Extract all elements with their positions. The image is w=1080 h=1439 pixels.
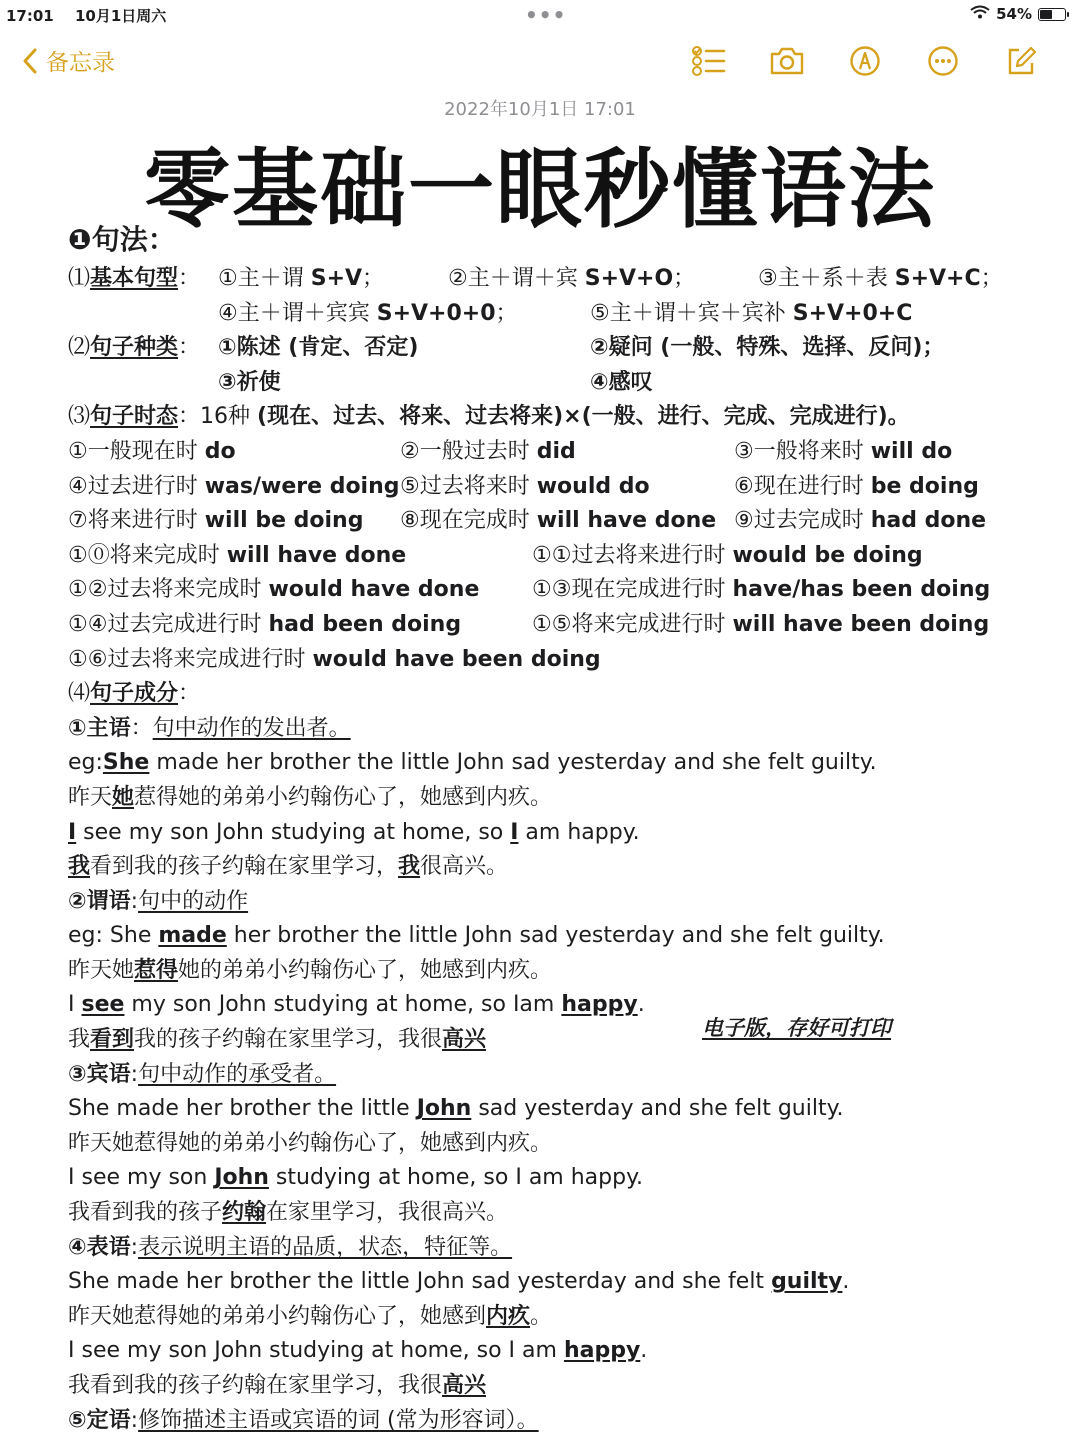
note-line-cell bbox=[218, 331, 418, 366]
underlined-text: 我 bbox=[68, 854, 91, 880]
note-line bbox=[68, 366, 1058, 401]
note-line-cell bbox=[68, 608, 461, 643]
bold-text: S+V+0+0 bbox=[376, 300, 496, 326]
text: ⑴ bbox=[68, 266, 91, 291]
bold-text: had been doing bbox=[268, 611, 462, 637]
bold-text: S+V+O bbox=[584, 266, 674, 291]
text: ⑵ bbox=[68, 335, 91, 361]
underlined-text: 高兴 bbox=[442, 1373, 487, 1398]
more-button[interactable] bbox=[924, 42, 962, 80]
note-line bbox=[68, 643, 1058, 678]
battery-percent: 54% bbox=[996, 5, 1032, 23]
text: am happy. bbox=[518, 819, 640, 845]
underlined-text: I bbox=[68, 819, 77, 845]
note-line-cell bbox=[68, 1127, 552, 1162]
compose-icon bbox=[1005, 45, 1037, 77]
note-line-cell bbox=[400, 470, 650, 505]
text: ； bbox=[980, 266, 1003, 291]
text: ②一般过去时 bbox=[400, 438, 537, 464]
note-line-cell bbox=[68, 400, 910, 435]
battery-fill bbox=[1040, 10, 1052, 19]
note-line-cell bbox=[734, 435, 952, 470]
text: 昨天 bbox=[68, 784, 113, 810]
underlined-text: 高兴 bbox=[442, 1027, 487, 1053]
text: 昨天她 bbox=[68, 957, 135, 983]
text: ⑤过去将来时 bbox=[400, 473, 537, 499]
note-line bbox=[68, 954, 1058, 989]
note-line bbox=[68, 885, 1058, 920]
text: ①①过去将来进行时 bbox=[532, 542, 733, 568]
back-label: 备忘录 bbox=[46, 50, 115, 76]
bold-text: was/were doing bbox=[204, 473, 400, 499]
note-line-cell bbox=[68, 1404, 539, 1439]
underlined-text: 句中动作的承受者。 bbox=[138, 1061, 337, 1087]
bold-text: would do bbox=[536, 473, 650, 499]
note-line-cell bbox=[590, 297, 912, 332]
text: She made her brother the little bbox=[68, 1096, 417, 1122]
text: : bbox=[130, 1061, 139, 1087]
text: 很高兴。 bbox=[420, 854, 509, 880]
note-line bbox=[68, 470, 1058, 505]
bold-text: will be doing bbox=[204, 508, 364, 534]
note-line-cell bbox=[68, 988, 645, 1023]
text: ： bbox=[130, 715, 153, 741]
text: eg: She bbox=[68, 923, 159, 949]
text: ③主＋系＋表 bbox=[758, 266, 895, 291]
bold-text: will have been doing bbox=[732, 611, 990, 637]
note-line-cell bbox=[68, 885, 248, 920]
text: ⑦将来进行时 bbox=[68, 508, 205, 534]
status-right bbox=[970, 5, 1066, 23]
note-line bbox=[68, 1092, 1058, 1127]
note-line-cell bbox=[68, 1369, 486, 1404]
bold-text: did bbox=[536, 438, 576, 464]
note-line bbox=[68, 1265, 1058, 1300]
text: ①主＋谓 bbox=[218, 266, 311, 291]
bold-text: will have done bbox=[226, 542, 407, 568]
note-line bbox=[68, 573, 1058, 608]
camera-button[interactable] bbox=[768, 42, 806, 80]
text: made her brother the little John sad yesterday and she felt guilty. bbox=[149, 750, 877, 776]
text: She made her brother the little John sad yesterday and she felt bbox=[68, 1269, 772, 1295]
text: 昨天她惹得她的弟弟小约翰伤心了，她感到内疚。 bbox=[68, 1130, 553, 1156]
wifi-icon bbox=[970, 5, 990, 23]
back-button[interactable] bbox=[22, 44, 115, 77]
note-line-cell bbox=[68, 1265, 849, 1300]
text: : bbox=[130, 1407, 139, 1433]
underlined-text: 句中的动作 bbox=[138, 888, 249, 914]
note-line bbox=[68, 262, 1058, 297]
text: ； bbox=[673, 266, 696, 291]
bold-text: will have done bbox=[536, 508, 717, 534]
text: ③一般将来时 bbox=[734, 438, 871, 464]
bold-text: would have done bbox=[268, 577, 480, 603]
text: ⑨过去完成时 bbox=[734, 508, 871, 534]
note-line-cell bbox=[68, 954, 552, 989]
underlined-text: John bbox=[416, 1096, 472, 1122]
multitasking-dots-icon[interactable]: ••• bbox=[525, 3, 567, 27]
note-line-cell bbox=[68, 1161, 643, 1196]
section-heading: ❶句法： bbox=[68, 223, 176, 256]
status-left bbox=[6, 5, 182, 26]
note-line-cell bbox=[218, 366, 281, 401]
note-line bbox=[68, 1231, 1058, 1266]
text: ： bbox=[178, 335, 201, 361]
text: ⑥现在进行时 bbox=[734, 473, 871, 499]
note-line-cell bbox=[68, 712, 351, 747]
note-line-cell bbox=[400, 435, 576, 470]
note-line-cell bbox=[758, 262, 1003, 297]
bold-text: ④表语 bbox=[68, 1234, 131, 1260]
note-line-cell bbox=[68, 850, 508, 885]
note-line bbox=[68, 435, 1058, 470]
bold-text: do bbox=[204, 438, 236, 464]
more-icon bbox=[927, 45, 959, 77]
note-line-cell bbox=[68, 504, 363, 539]
note-date: 2022年10月1日 17:01 bbox=[444, 99, 636, 120]
note-line bbox=[68, 1196, 1058, 1231]
note-line bbox=[68, 1334, 1058, 1369]
note-line-cell bbox=[448, 262, 695, 297]
underlined-text: 我 bbox=[398, 854, 421, 880]
underlined-text: 句子种类 bbox=[90, 335, 179, 361]
underlined-text: made bbox=[158, 923, 227, 949]
underlined-text: happy bbox=[563, 1338, 641, 1364]
bold-text: would be doing bbox=[732, 542, 923, 568]
text: 我看到我的孩子约翰在家里学习，我很 bbox=[68, 1373, 443, 1398]
text: . bbox=[637, 992, 645, 1018]
note-line bbox=[68, 988, 1058, 1023]
text: 我看到我的孩子 bbox=[68, 1200, 223, 1226]
bold-text: S+V+0+C bbox=[792, 300, 913, 326]
note-line bbox=[68, 539, 1058, 574]
bold-text: (现在、过去、将来、过去将来)×(一般、进行、完成、完成进行)。 bbox=[257, 404, 910, 430]
text: see my son John studying at home, so bbox=[76, 819, 511, 845]
note-line bbox=[68, 816, 1058, 851]
bold-text: ③祈使 bbox=[218, 369, 281, 395]
bold-text: will do bbox=[870, 438, 953, 464]
note-line-cell bbox=[68, 1023, 486, 1058]
markup-button[interactable] bbox=[846, 42, 884, 80]
note-title[interactable]: 零基础一眼秒懂语法 bbox=[144, 140, 936, 240]
text: studying at home, so I am happy. bbox=[268, 1165, 643, 1191]
note-line bbox=[68, 746, 1058, 781]
bold-text: ②疑问 (一般、特殊、选择、反问)； bbox=[590, 335, 945, 361]
note-line-cell bbox=[68, 919, 885, 954]
text: ②主＋谓＋宾 bbox=[448, 266, 585, 291]
note-line-cell bbox=[532, 539, 923, 574]
text: ：16种 bbox=[178, 404, 258, 430]
note-line-cell bbox=[68, 1058, 336, 1093]
bold-text: would have been doing bbox=[312, 646, 601, 672]
text: . bbox=[640, 1338, 648, 1364]
text: ： bbox=[178, 681, 201, 707]
bold-text: had done bbox=[870, 508, 987, 534]
camera-icon bbox=[769, 46, 805, 76]
note-line bbox=[68, 608, 1058, 643]
note-line bbox=[68, 781, 1058, 816]
text: 在家里学习，我很高兴。 bbox=[266, 1200, 509, 1226]
note-line-cell bbox=[218, 297, 518, 332]
checklist-button[interactable] bbox=[690, 42, 728, 80]
note-line-cell bbox=[68, 746, 877, 781]
note-line-cell bbox=[68, 1092, 843, 1127]
note-line-cell bbox=[68, 816, 640, 851]
note-line-cell bbox=[590, 366, 653, 401]
text: ④主＋谓＋宾宾 bbox=[218, 300, 377, 326]
text: 昨天她惹得她的弟弟小约翰伤心了，她感到 bbox=[68, 1303, 487, 1329]
note-line-cell bbox=[68, 573, 479, 608]
text: ①一般现在时 bbox=[68, 438, 205, 464]
text: ①②过去将来完成时 bbox=[68, 577, 269, 603]
checklist-icon bbox=[691, 45, 727, 77]
text: ⑤主＋谓＋宾＋宾补 bbox=[590, 300, 793, 326]
text: . bbox=[842, 1269, 850, 1295]
note-line bbox=[68, 1369, 1058, 1404]
underlined-text: 她 bbox=[112, 784, 135, 810]
note-line-cell bbox=[400, 504, 716, 539]
text: eg: bbox=[68, 750, 103, 776]
text: I see my son John studying at home, so I am bbox=[68, 1338, 564, 1364]
note-line bbox=[68, 297, 1058, 332]
text: 看到我的孩子约翰在家里学习， bbox=[90, 854, 399, 880]
bold-text: ⑤定语 bbox=[68, 1407, 131, 1433]
text: 惹得她的弟弟小约翰伤心了，她感到内疚。 bbox=[134, 784, 553, 810]
note-line-cell bbox=[68, 470, 400, 505]
note-line-cell bbox=[734, 504, 986, 539]
note-content[interactable] bbox=[68, 220, 1058, 1438]
text: : bbox=[130, 888, 139, 914]
note-line-cell bbox=[68, 1231, 512, 1266]
underlined-text: John bbox=[214, 1165, 269, 1191]
bold-text: ①主语 bbox=[68, 715, 131, 741]
bold-text: ③宾语 bbox=[68, 1061, 131, 1087]
status-date: 10月1日周六 bbox=[74, 7, 167, 25]
text: ⑶ bbox=[68, 404, 91, 430]
text: ①⑥过去将来完成进行时 bbox=[68, 646, 313, 672]
underlined-text: 惹得 bbox=[134, 957, 179, 983]
text: 。 bbox=[530, 1303, 553, 1329]
text: ⑷ bbox=[68, 681, 91, 707]
note-line-cell bbox=[734, 470, 979, 505]
note-line-cell bbox=[68, 435, 236, 470]
note-line bbox=[68, 504, 1058, 539]
note-line-cell bbox=[532, 573, 990, 608]
underlined-text: 内疚 bbox=[486, 1303, 531, 1329]
note-line bbox=[68, 850, 1058, 885]
text: my son John studying at home, so Iam bbox=[124, 992, 562, 1018]
bold-text: ②谓语 bbox=[68, 888, 131, 914]
note-line bbox=[68, 1161, 1058, 1196]
note-line-cell bbox=[68, 1196, 508, 1231]
note-line-cell bbox=[532, 608, 989, 643]
note-lines bbox=[68, 262, 1058, 1438]
text: 我的孩子约翰在家里学习，我很 bbox=[134, 1027, 443, 1053]
note-line-cell bbox=[68, 1334, 647, 1369]
note-line bbox=[68, 1023, 1058, 1058]
note-line bbox=[68, 677, 1058, 712]
text: ①⑤将来完成进行时 bbox=[532, 611, 733, 637]
print-stamp: 电子版，存好可打印 bbox=[702, 1016, 891, 1040]
bold-text: be doing bbox=[870, 473, 979, 499]
underlined-text: 基本句型 bbox=[90, 266, 179, 291]
note-line bbox=[68, 1058, 1058, 1093]
underlined-text: 句子时态 bbox=[90, 404, 179, 430]
status-time: 17:01 bbox=[6, 7, 54, 25]
text: 我 bbox=[68, 1027, 91, 1053]
underlined-text: I bbox=[510, 819, 519, 845]
note-line-cell bbox=[68, 677, 200, 712]
note-line bbox=[68, 712, 1058, 747]
note-line-cell bbox=[68, 781, 552, 816]
underlined-text: 句中动作的发出者。 bbox=[152, 715, 351, 741]
note-line-cell bbox=[68, 643, 601, 678]
text: ④过去进行时 bbox=[68, 473, 205, 499]
underlined-text: guilty bbox=[771, 1269, 843, 1295]
text: ①⓪将来完成时 bbox=[68, 542, 227, 568]
note-line bbox=[68, 331, 1058, 366]
note-line bbox=[68, 1300, 1058, 1335]
markup-icon bbox=[849, 45, 881, 77]
status-bar bbox=[0, 0, 1080, 30]
bold-text: S+V bbox=[310, 266, 363, 291]
bold-text: ④感叹 bbox=[590, 369, 653, 395]
note-line-cell bbox=[590, 331, 944, 366]
text: I see my son bbox=[68, 1165, 215, 1191]
text: ； bbox=[495, 300, 518, 326]
notes-toolbar bbox=[0, 38, 1080, 88]
text: ①④过去完成进行时 bbox=[68, 611, 269, 637]
note-line-cell bbox=[218, 262, 384, 297]
text: ： bbox=[178, 266, 201, 291]
bold-text: have/has been doing bbox=[732, 577, 991, 603]
underlined-text: 修饰描述主语或宾语的词 (常为形容词）。 bbox=[138, 1407, 539, 1433]
underlined-text: 句子成分 bbox=[90, 681, 179, 707]
toolbar-actions bbox=[690, 42, 1040, 80]
underlined-text: see bbox=[81, 992, 125, 1018]
battery-icon bbox=[1038, 8, 1066, 21]
underlined-text: 约翰 bbox=[222, 1200, 267, 1226]
chevron-left-icon bbox=[22, 48, 38, 74]
text: I bbox=[68, 992, 82, 1018]
note-line-cell bbox=[68, 539, 406, 574]
underlined-text: 表示说明主语的品质，状态，特征等。 bbox=[138, 1234, 513, 1260]
underlined-text: 看到 bbox=[90, 1027, 135, 1053]
bold-text: ①陈述 (肯定、否定) bbox=[218, 335, 419, 361]
text: ⑧现在完成时 bbox=[400, 508, 537, 534]
note-line bbox=[68, 1127, 1058, 1162]
text: ； bbox=[362, 266, 385, 291]
note-line-cell bbox=[68, 262, 200, 297]
note-line-cell bbox=[68, 331, 200, 366]
underlined-text: She bbox=[102, 750, 150, 776]
text: her brother the little John sad yesterday and she felt guilty. bbox=[226, 923, 885, 949]
text: 她的弟弟小约翰伤心了，她感到内疚。 bbox=[178, 957, 553, 983]
bold-text: S+V+C bbox=[894, 266, 981, 291]
note-line-cell bbox=[68, 1300, 552, 1335]
compose-button[interactable] bbox=[1002, 42, 1040, 80]
text: : bbox=[130, 1234, 139, 1260]
note-line bbox=[68, 1404, 1058, 1439]
underlined-text: happy bbox=[561, 992, 638, 1018]
note-line bbox=[68, 400, 1058, 435]
note-line bbox=[68, 919, 1058, 954]
text: sad yesterday and she felt guilty. bbox=[471, 1096, 844, 1122]
text: ①③现在完成进行时 bbox=[532, 577, 733, 603]
